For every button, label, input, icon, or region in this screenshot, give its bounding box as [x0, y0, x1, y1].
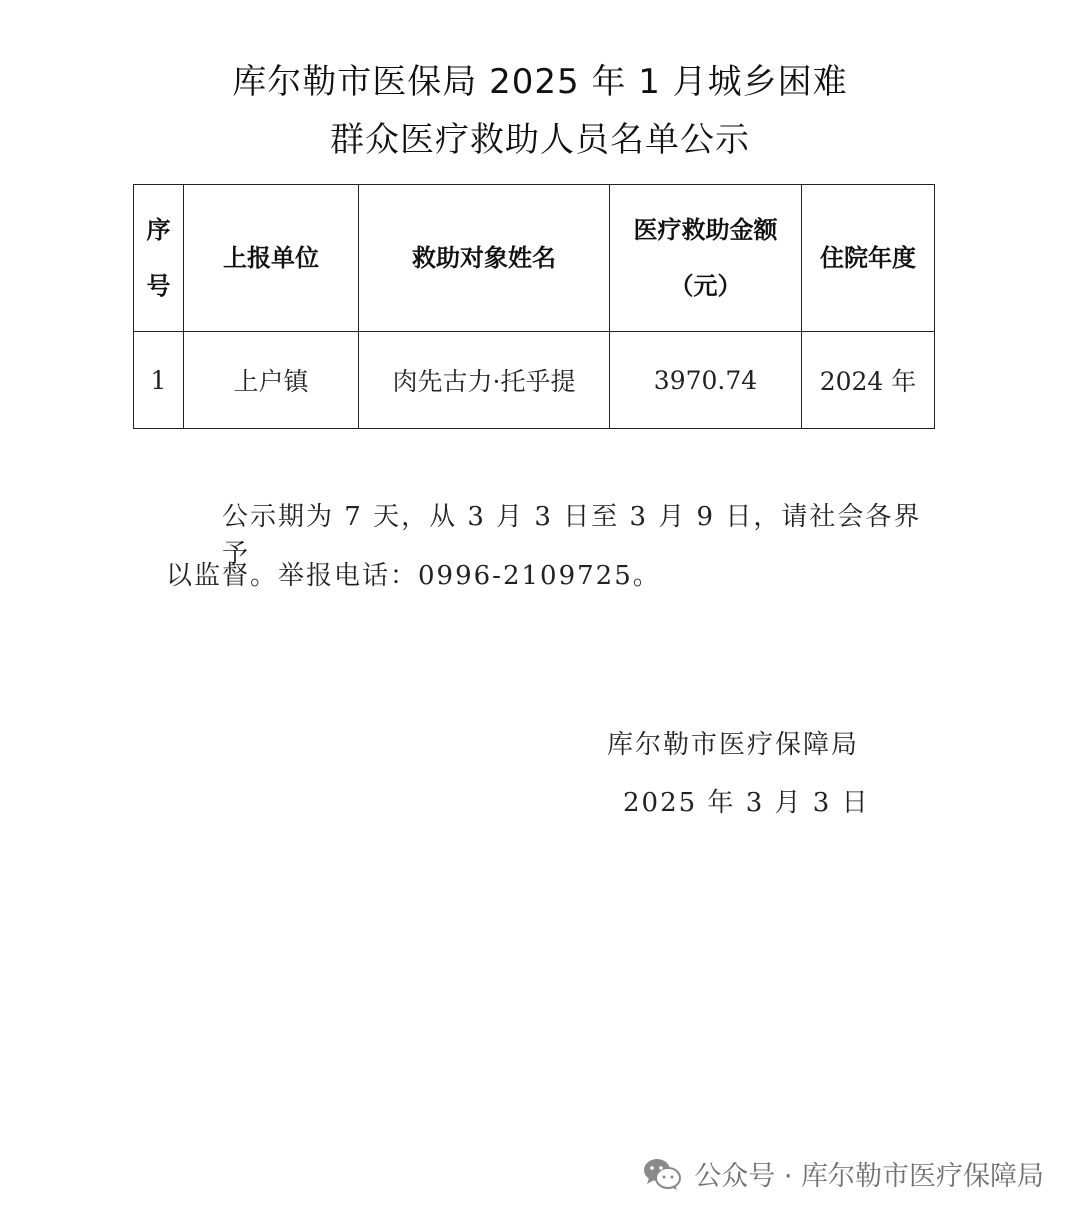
header-seq-char-2: 号 — [146, 272, 171, 300]
assistance-table — [133, 184, 935, 429]
header-year: 住院年度 — [802, 185, 935, 332]
cell-unit: 上户镇 — [184, 332, 359, 429]
cell-seq: 1 — [134, 332, 184, 429]
notice-text-line-1: 公示期为 7 天，从 3 月 3 日至 3 月 9 日，请社会各界予 — [222, 502, 922, 569]
notice-text-line-2: 以监督。举报电话：0996-2109725。 — [166, 561, 661, 591]
table-header-row — [134, 185, 935, 332]
header-unit: 上报单位 — [184, 185, 359, 332]
header-amount — [610, 185, 802, 332]
cell-year: 2024 年 — [802, 332, 935, 429]
signature-org: 库尔勒市医疗保障局 — [607, 730, 860, 760]
header-amount-line-1: 医疗救助金额 — [633, 216, 778, 244]
signature-date: 2025 年 3 月 3 日 — [623, 788, 870, 818]
watermark — [642, 1154, 1044, 1193]
wechat-icon — [642, 1157, 682, 1191]
page-title-line-1: 库尔勒市医保局 2025 年 1 月城乡困难 — [232, 62, 848, 102]
header-seq — [134, 185, 184, 332]
header-amount-line-2: （元） — [669, 272, 742, 300]
table-row — [134, 332, 935, 429]
header-seq-char-1: 序 — [146, 216, 171, 244]
cell-name: 肉先古力·托乎提 — [359, 332, 610, 429]
watermark-text: 公众号 · 库尔勒市医疗保障局 — [694, 1161, 1044, 1192]
header-name: 救助对象姓名 — [359, 185, 610, 332]
cell-amount: 3970.74 — [610, 332, 802, 429]
page-title-line-2: 群众医疗救助人员名单公示 — [330, 120, 750, 160]
